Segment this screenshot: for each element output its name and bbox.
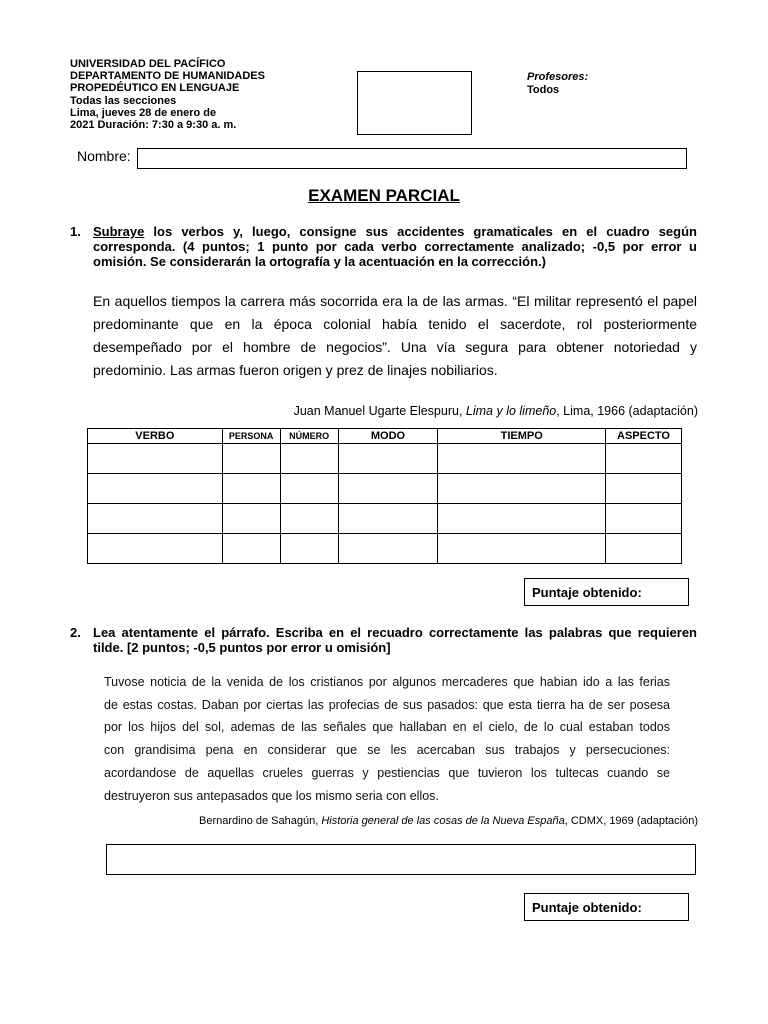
column-header-modo: MODO [338, 429, 438, 444]
passage-line: Tuvose noticia de la venida de los cristianos por algunos mercaderes que habian ido a las ferias [104, 675, 670, 689]
name-field[interactable] [137, 148, 687, 169]
table-cell[interactable] [438, 474, 606, 504]
sections-text: Todas las secciones [70, 94, 177, 107]
table-row [88, 474, 682, 504]
university-name: UNIVERSIDAD DEL PACÍFICO [70, 58, 226, 70]
citation-work: Historia general de las cosas de la Nueva España [321, 815, 565, 827]
table-row [88, 444, 682, 474]
underlined-word: Subraye [93, 224, 145, 239]
question-1-score-box: Puntaje obtenido: [524, 578, 689, 606]
date-line-1: Lima, jueves 28 de enero de [70, 106, 217, 119]
professors-label: Profesores: [527, 71, 589, 83]
column-header-numero: NÚMERO [280, 429, 338, 444]
passage-line: con grandisima pena en considerar que se les acercaban sus trabajos y persecuciones: [104, 743, 670, 758]
question-1-instructions [93, 224, 697, 269]
table-cell[interactable] [88, 534, 223, 564]
table-cell[interactable] [338, 534, 438, 564]
table-cell[interactable] [606, 444, 682, 474]
table-cell[interactable] [438, 504, 606, 534]
table-row [88, 534, 682, 564]
table-cell[interactable] [88, 474, 223, 504]
course-name: PROPEDÉUTICO EN LENGUAJE [70, 82, 240, 95]
date-line-2: 2021 Duración: 7:30 a 9:30 a. m. [70, 119, 237, 132]
table-cell[interactable] [606, 474, 682, 504]
question-1-text: los verbos y, luego, consigne sus accidentes gramaticales en el cuadro según corresponda. (4 puntos; 1 punto por cada verbo correctamente analizado; -0,5 por error u omisión. Se considerarán la ortografía y la acentuación en la corrección.) [93, 224, 697, 269]
passage-line: acordandose de aquellas crueles guerras y pestiencias que tuvieron los tultecas cuando se [104, 765, 670, 780]
passage-line: de estas costas. Daban por ciertas las profecias de sus pasados: que esta tierra ha de ser posesa [104, 697, 670, 712]
table-cell[interactable] [280, 444, 338, 474]
table-cell[interactable] [280, 474, 338, 504]
table-cell[interactable] [338, 504, 438, 534]
department-name: DEPARTAMENTO DE HUMANIDADES [70, 70, 265, 83]
citation-details: , CDMX, 1969 (adaptación) [564, 815, 698, 827]
table-cell[interactable] [222, 474, 280, 504]
table-header-row [88, 429, 682, 444]
professors-block [527, 71, 588, 97]
table-cell[interactable] [88, 504, 223, 534]
table-cell[interactable] [338, 474, 438, 504]
name-label: Nombre: [77, 148, 131, 164]
table-cell[interactable] [280, 504, 338, 534]
table-cell[interactable] [438, 534, 606, 564]
column-header-verbo: VERBO [88, 429, 223, 444]
passage-line: destruyeron sus antepasados que los mismo seria con ellos. [104, 788, 439, 803]
institution-header [70, 58, 265, 131]
passage-line: por los hijos del sol, ademas de las señales que hallaban en el cielo, de lo cual estaban todos [104, 720, 670, 735]
table-cell[interactable] [222, 504, 280, 534]
table-row [88, 504, 682, 534]
question-2-passage [104, 671, 670, 807]
professors-value: Todos [527, 84, 560, 96]
citation-author: Bernardino de Sahagún, [199, 815, 322, 827]
table-cell[interactable] [222, 534, 280, 564]
citation-details: , Lima, 1966 (adaptación) [556, 404, 698, 418]
table-cell[interactable] [606, 534, 682, 564]
verb-analysis-table [87, 428, 682, 564]
column-header-tiempo: TIEMPO [438, 429, 606, 444]
table-cell[interactable] [438, 444, 606, 474]
question-1-number: 1. [70, 224, 81, 239]
exam-title: EXAMEN PARCIAL [308, 186, 460, 205]
table-cell[interactable] [222, 444, 280, 474]
question-2-score-box: Puntaje obtenido: [524, 893, 689, 921]
grade-box [357, 71, 472, 135]
question-1-citation [294, 404, 698, 418]
column-header-persona: PERSONA [222, 429, 280, 444]
column-header-aspecto: ASPECTO [606, 429, 682, 444]
answer-field[interactable] [106, 844, 696, 875]
citation-work: Lima y lo limeño [465, 404, 557, 418]
table-cell[interactable] [88, 444, 223, 474]
question-2-citation [199, 815, 698, 827]
table-cell[interactable] [606, 504, 682, 534]
question-2-instructions: Lea atentamente el párrafo. Escriba en el recuadro correctamente las palabras que requieren tilde. [2 puntos; -0,5 puntos por error u omisión] [93, 625, 697, 655]
question-1-passage: En aquellos tiempos la carrera más socorrida era la de las armas. “El militar representó el papel predominante que en la época colonial había tenido el sacerdote, rol posteriormente desempeñado por el hombre de negocios”. Una vía segura para obtener notoriedad y predominio. Las armas fueron origen y prez de linajes nobiliarios. [93, 293, 697, 378]
table-cell[interactable] [338, 444, 438, 474]
citation-author: Juan Manuel Ugarte Elespuru, [293, 404, 466, 418]
table-cell[interactable] [280, 534, 338, 564]
question-2-number: 2. [70, 625, 81, 640]
